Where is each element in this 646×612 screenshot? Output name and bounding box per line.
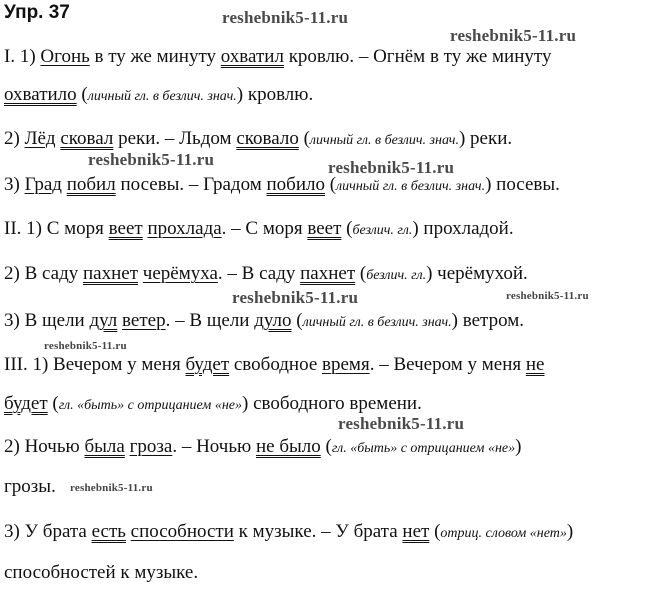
- predicate-word: сковало: [236, 128, 299, 149]
- text-fragment: (: [291, 310, 303, 331]
- predicate-word: есть: [91, 521, 126, 542]
- text-fragment: кровлю. – Огнём в ту же минуту: [283, 46, 552, 67]
- text-fragment: ): [515, 436, 522, 457]
- text-fragment: . – Вечером у меня: [369, 354, 526, 375]
- predicate-word: веет: [307, 218, 342, 239]
- predicate-word: веет: [108, 218, 143, 239]
- text-fragment: способностей к музыке.: [4, 562, 199, 583]
- subject-word: Огонь: [40, 46, 90, 67]
- predicate-word: побило: [266, 174, 325, 195]
- text-fragment: II. 1) С моря: [4, 218, 109, 239]
- predicate-word: будет: [185, 354, 230, 375]
- text-line: [4, 310, 524, 334]
- predicate-word: побил: [66, 174, 116, 195]
- text-fragment: . – Ночью: [172, 436, 256, 457]
- watermark: reshebnik5-11.ru: [44, 340, 127, 352]
- watermark: reshebnik5-11.ru: [232, 288, 359, 307]
- text-fragment: свободное: [229, 354, 323, 375]
- subject-word: гроза: [129, 436, 173, 457]
- watermark: reshebnik5-11.ru: [328, 158, 455, 177]
- grammar-note: личный гл. в безлич. знач.: [336, 179, 486, 194]
- predicate-word: сковал: [60, 128, 114, 149]
- text-fragment: ) посевы.: [485, 174, 560, 195]
- text-fragment: . – С моря: [221, 218, 308, 239]
- text-line: [4, 128, 512, 152]
- text-fragment: в ту же минуту: [89, 46, 221, 67]
- text-line: [4, 218, 514, 242]
- text-line: [4, 354, 544, 376]
- text-fragment: 3): [4, 174, 25, 195]
- subject-word: ветер: [122, 310, 166, 331]
- text-fragment: ) черёмухой.: [426, 263, 528, 284]
- text-fragment: . – В щели: [165, 310, 255, 331]
- predicate-word: охватило: [4, 84, 77, 105]
- predicate-word: была: [84, 436, 125, 457]
- predicate-word: дуло: [254, 310, 292, 331]
- grammar-note: личный гл. в безлич. знач.: [309, 133, 459, 148]
- predicate-word: не: [525, 354, 545, 375]
- text-fragment: (: [324, 174, 337, 195]
- text-fragment: 3) У брата: [4, 521, 92, 542]
- exercise-title: Упр. 37: [4, 2, 70, 23]
- text-fragment: 2): [4, 128, 25, 149]
- grammar-note: личный гл. в безлич. знач.: [302, 315, 452, 330]
- text-line: [4, 84, 313, 108]
- predicate-word: не было: [255, 436, 321, 457]
- watermark: reshebnik5-11.ru: [450, 26, 577, 45]
- predicate-word: нет: [402, 521, 430, 542]
- text-line: [4, 174, 560, 198]
- text-fragment: ) прохладой.: [412, 218, 514, 239]
- watermark: reshebnik5-11.ru: [506, 290, 589, 302]
- subject-word: время: [322, 354, 370, 375]
- text-line: [4, 436, 521, 460]
- predicate-word: охватил: [220, 46, 284, 67]
- text-fragment: 2) Ночью: [4, 436, 85, 457]
- text-line: [4, 46, 551, 68]
- text-fragment: III. 1) Вечером у меня: [4, 354, 186, 375]
- subject-word: Град: [24, 174, 62, 195]
- predicate-word: пахнет: [300, 263, 356, 284]
- text-fragment: (: [320, 436, 332, 457]
- watermark: reshebnik5-11.ru: [70, 482, 153, 494]
- text-fragment: 2) В саду: [4, 263, 84, 284]
- text-fragment: (: [298, 128, 310, 149]
- watermark: reshebnik5-11.ru: [88, 150, 215, 169]
- text-fragment: ) свободного времени.: [242, 393, 422, 414]
- text-fragment: . – В саду: [217, 263, 301, 284]
- text-fragment: ) ветром.: [451, 310, 524, 331]
- text-fragment: I. 1): [4, 46, 41, 67]
- text-fragment: (: [76, 84, 88, 105]
- grammar-note: личный гл. в безлич. знач.: [87, 89, 237, 104]
- grammar-note: отриц. словом «нет»: [440, 526, 567, 541]
- grammar-note: безлич. гл.: [352, 223, 413, 238]
- predicate-word: пахнет: [83, 263, 139, 284]
- grammar-note: гл. «быть» с отрицанием «не»: [331, 441, 516, 456]
- text-fragment: ) кровлю.: [236, 84, 314, 105]
- text-line: [4, 521, 573, 545]
- subject-word: черёмуха: [142, 263, 218, 284]
- text-fragment: грозы.: [4, 476, 56, 497]
- text-fragment: (: [429, 521, 441, 542]
- predicate-word: будет: [4, 393, 48, 414]
- subject-word: Лёд: [24, 128, 56, 149]
- text-line: [4, 562, 198, 584]
- watermark: reshebnik5-11.ru: [338, 414, 465, 433]
- text-fragment: ) реки.: [458, 128, 513, 149]
- text-fragment: (: [47, 393, 59, 414]
- grammar-note: гл. «быть» с отрицанием «не»: [58, 398, 243, 413]
- watermark: reshebnik5-11.ru: [222, 8, 349, 27]
- text-fragment: 3) В щели: [4, 310, 90, 331]
- subject-word: способности: [130, 521, 234, 542]
- text-fragment: ): [566, 521, 574, 542]
- subject-word: прохлада: [147, 218, 222, 239]
- grammar-note: безлич. гл.: [366, 268, 427, 283]
- text-fragment: к музыке. – У брата: [233, 521, 403, 542]
- text-fragment: реки. – Льдом: [113, 128, 237, 149]
- text-fragment: (: [355, 263, 367, 284]
- text-fragment: (: [341, 218, 353, 239]
- predicate-word: дул: [89, 310, 118, 331]
- text-line: [4, 476, 56, 498]
- text-line: [4, 263, 528, 287]
- text-fragment: посевы. – Градом: [115, 174, 267, 195]
